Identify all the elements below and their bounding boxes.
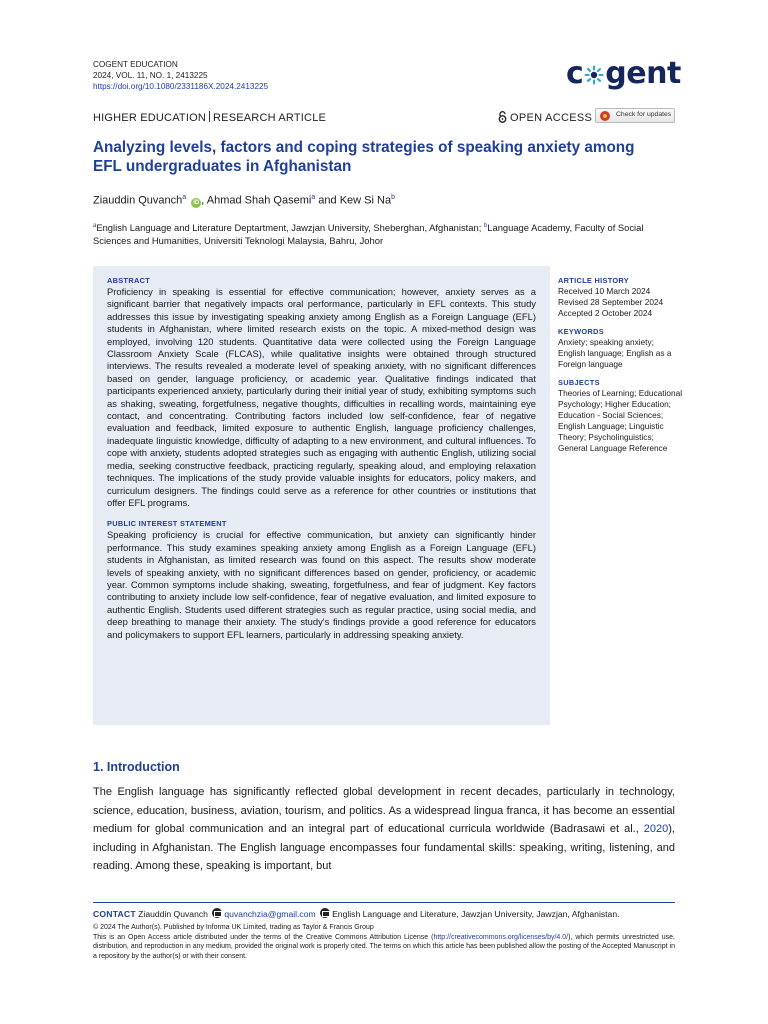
accepted-date: Accepted 2 October 2024 [558,308,653,318]
section-type [93,111,326,124]
license-block [93,923,675,961]
address-icon [320,908,330,918]
contact-label: CONTACT [93,909,136,919]
affil-mark: b [483,223,488,229]
introduction-heading: 1. Introduction [93,760,180,774]
subjects-text: Theories of Learning; Educational Psychology; Higher Education; Education - Social Sciences; English Language; Linguistic Theory; Psycholinguistics; General Language Reference [558,388,683,453]
received-date: Received 10 March 2024 [558,286,651,296]
author-affil-mark: a [182,194,187,201]
cogent-logo [566,56,681,96]
public-interest-text: Speaking proficiency is crucial for effective communication, but anxiety can significantly hinder performance. This study examines speaking anxiety among English as a Foreign Language (EFL) students in Afghanistan, as limited research was found on this aspect. The results show moderate levels of speaking anxiety, with no significant differences based on gender, proficiency, or academic year. Common symptoms include shaking, sweating, forgetfulness, and fear of judgment. Key factors contributing to anxiety include low self-confidence, fear of negative evaluation, and limited exposure to authentic English. Students used different strategies such as regular practice, using social media, and deep breathing to manage their anxiety. The study's findings provide a good reference for educators and policymakers to support EFL learners, particularly in addressing speaking anxiety. [107,529,536,640]
contact-address: English Language and Literature, Jawzjan University, Jawzjan, Afghanistan. [332,909,620,919]
abstract-box [93,266,550,725]
sun-icon [584,65,604,85]
open-lock-icon [498,111,507,123]
article-sidebar [558,276,683,462]
orcid-icon[interactable]: iD [193,199,200,206]
article-header-row [93,108,675,128]
journal-name: COGENT EDUCATION [93,60,178,69]
abstract-text: Proficiency in speaking is essential for effective communication; however, anxiety serves as a significant barrier that negatively impacts oral performance, particularly in EFL contexts. This study addresses this issue by investigating speaking anxiety among English as a Foreign Language (EFL) students in Afghanistan, where limited research exists on the topic. A mixed-method design was employed, involving 120 students. Quantitative data were collected using the Foreign Language Classroom Anxiety Scale (FLCAS), while qualitative insights were obtained through structured interviews. The results revealed a moderate level of speaking anxiety, with no significant differences based on gender, language proficiency, or academic year. Qualitative findings indicated that participants experienced anxiety, particularly during their initial year of study, exhibiting symptoms such as shaking, sweating, forgetfulness, negative thoughts, difficulties in recalling words, maintaining eye contact, and concentrating. Contributing factors included low self-confidence, fear of negative evaluation and feedback, limited exposure to authentic English, language proficiency challenges, inadequate linguistic knowledge, difficulty of adapting to a new environment, and cultural influences. To cope with anxiety, students adopted strategies such as engaging with authentic English, utilizing social media, seeking constructive feedback, practicing regularly, speaking aloud, and employing relaxation techniques. The implications of the study provide valuable insights for educators, policy makers, and curriculum designers. The findings could serve as a reference for other countries or institutions that offer EFL programs. [107,286,536,508]
crossmark-icon [600,111,610,121]
contact-name: Ziauddin Quvanch [138,909,208,919]
open-access-label [498,111,592,124]
keywords-block [558,327,683,370]
author-affil-mark: a [311,194,316,201]
article-type-label: RESEARCH ARTICLE [213,112,327,124]
doi-link[interactable]: https://doi.org/10.1080/2331186X.2024.2413225 [93,82,269,91]
copyright-line: © 2024 The Author(s). Published by Informa UK Limited, trading as Taylor & Francis Group [93,924,374,931]
intro-text-part: The English language has significantly reflected global development in recent decades, particularly in technology, science, education, business, aviation, tourism, and politics. As a widespread lingua franca, it has become an essential medium for global communication and an integral part of educational curricula worldwide (Badrasawi et al., [93,786,675,836]
category-label: HIGHER EDUCATION [93,112,207,124]
introduction-text [93,783,675,876]
author-name[interactable]: Ziauddin Quvanch [93,194,183,207]
license-text-part: This is an Open Access article distributed under the terms of the Creative Commons Attribution License ( [93,933,434,941]
license-url[interactable]: http://creativecommons.org/licenses/by/4.0/ [433,933,569,941]
keywords-heading: KEYWORDS [558,327,604,336]
subjects-heading: SUBJECTS [558,378,600,387]
affil-mark: a [93,223,97,229]
subjects-block [558,378,683,454]
journal-citation: 2024, VOL. 11, NO. 1, 2413225 [93,71,208,80]
abstract-heading: ABSTRACT [107,276,151,285]
author-name[interactable]: Kew Si Na [339,194,392,207]
open-access-text: OPEN ACCESS [510,112,593,124]
author-separator: and [315,194,340,207]
license-text [93,933,675,962]
divider [209,111,210,122]
check-updates-button[interactable] [595,108,675,123]
article-history [558,276,683,319]
affiliation-a: English Language and Literature Deptartment, Jawzjan University, Sheberghan, Afghanistan; [96,222,484,234]
intro-text-part: ), including in Afghanistan. The English language encompasses four fundamental skills: speaking, writing, listening, and reading. Among these, speaking is important, but [93,823,675,873]
affiliation-b: Language Academy, Faculty of Social Sciences and Humanities, Universiti Teknologi Malaysia, Bahru, Johor [93,222,644,247]
author-list [93,194,395,208]
journal-meta [93,59,268,92]
affiliations [93,220,683,247]
footer-divider [93,902,675,903]
logo-text-left: c [566,56,584,91]
revised-date: Revised 28 September 2024 [558,297,664,307]
public-interest-heading: PUBLIC INTEREST STATEMENT [107,519,227,529]
license-text-part: ), which permits unrestricted use, distribution, and reproduction in any medium, provided the original work is properly cited. The terms on which this article has been published allow the posting of the Accepted Manuscript in a repository by the author(s) or with their consent. [93,933,675,960]
author-affil-mark: b [391,194,395,201]
contact-line [93,908,620,919]
email-icon [212,908,222,918]
article-title: Analyzing levels, factors and coping strategies of speaking anxiety among EFL undergraduates in Afghanistan [93,139,635,175]
history-heading: ARTICLE HISTORY [558,276,630,285]
logo-text-right: gent [605,56,681,91]
check-updates-label: Check for updates [616,111,672,118]
author-separator: , [201,194,207,207]
citation-link[interactable]: 2020 [643,823,669,836]
keywords-text: Anxiety; speaking anxiety; English language; English as a Foreign language [558,337,672,369]
contact-email[interactable]: quvanchzia@gmail.com [224,909,316,919]
author-name[interactable]: Ahmad Shah Qasemi [206,194,312,207]
